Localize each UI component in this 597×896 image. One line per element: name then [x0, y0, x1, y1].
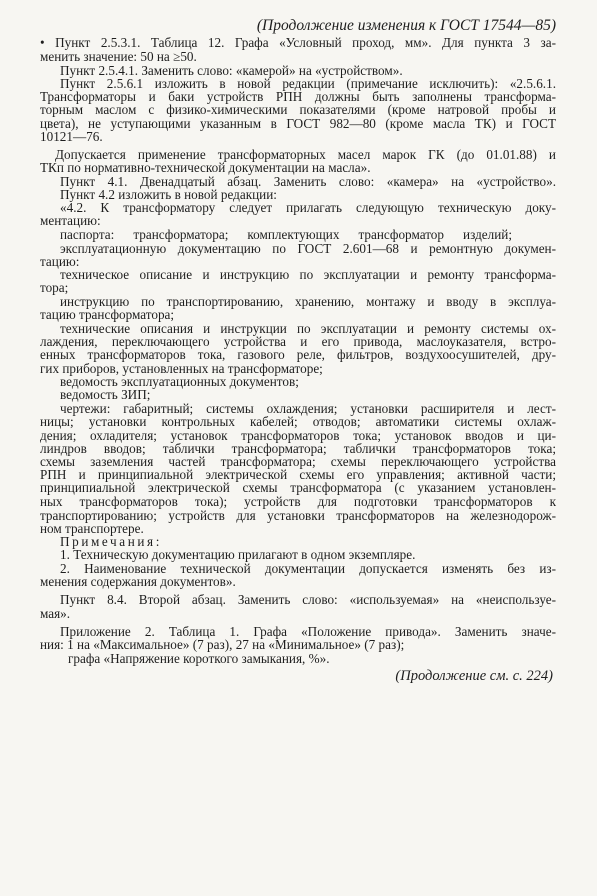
text-line: РПН и принципиальной электрической схемы его управления; активной части;	[40, 467, 556, 483]
text-line: Пункт 4.2 изложить в новой редакции:	[60, 186, 277, 202]
text-line: техническое описание и инструкцию по эксплуатации и ремонту трансформа-	[60, 267, 556, 283]
text-line: тора;	[40, 280, 69, 296]
text-line: торным маслом с физико-химическими показателями (кроме натровой пробы и	[40, 102, 556, 118]
text-line: тацию:	[40, 253, 80, 269]
text-line: гих приборов, установленных на трансформаторе;	[40, 360, 323, 376]
text-line: ных трансформаторов тока); устройств для подготовки трансформаторов к	[40, 493, 556, 509]
text-line: транспортированию; устройств для установки трансформаторов на железнодорож-	[40, 507, 556, 523]
text-line: ния: 1 на «Максимальное» (7 раз), 27 на «Минимальное» (7 раз);	[40, 637, 405, 653]
text-line: цвета), не уступающими указанным в ГОСТ 982—80 (кроме масла ТК) и ГОСТ	[40, 115, 556, 131]
text-line: лаждения, переключающего устройства и его привода, маслоуказателя, встро-	[40, 334, 556, 350]
text-line: технические описания и инструкции по эксплуатации и ремонту системы ох-	[60, 320, 556, 336]
notes-heading: Примечания:	[60, 534, 162, 550]
text-line: инструкцию по транспортированию, хранению, монтажу и вводу в эксплуа-	[60, 293, 556, 309]
text-line: «4.2. К трансформатору следует прилагать следующую техническую доку-	[60, 200, 556, 216]
text-line: ницы; установки контрольных кабелей; отводов; автоматики системы охлаж-	[40, 414, 556, 430]
text-line: ментацию:	[40, 213, 101, 229]
text-line: принципиальной электрической схемы трансформатора (с указанием установлен-	[40, 480, 556, 496]
text-line: Пункт 8.4. Второй абзац. Заменить слово: «используемая» на «неиспользуе-	[60, 592, 556, 608]
text-line: мая».	[40, 605, 71, 621]
text-line: ном транспортере.	[40, 521, 144, 536]
text-line: тацию трансформатора;	[40, 306, 175, 322]
text-line: Пункт 2.5.6.1 изложить в новой редакции (примечание исключить): «2.5.6.1.	[60, 75, 556, 91]
text-line: паспорта: трансформатора; комплектующих трансформатор изделий;	[60, 227, 512, 243]
text-line: ТКп по нормативно-технической документации на масла».	[40, 160, 371, 176]
text-line: графа «Напряжение короткого замыкания, %».	[68, 650, 330, 666]
text-line: дения; охладителя; установок трансформаторов тока; установок вводов и ци-	[40, 427, 556, 443]
continuation-header: (Продолжение изменения к ГОСТ 17544—85)	[256, 17, 556, 34]
text-line: эксплуатационную документацию по ГОСТ 2.601—68 и ремонтную докумен-	[60, 240, 556, 256]
text-line: Пункт 2.5.4.1. Заменить слово: «камерой» на «устройством».	[60, 62, 403, 78]
text-line: схемы заземления частей трансформатора; схемы переключающего устройства	[40, 454, 556, 469]
text-line: менения содержания документов».	[40, 573, 236, 589]
text-line: • Пункт 2.5.3.1. Таблица 12. Графа «Условный проход, мм». Для пункта 3 за-	[40, 35, 556, 51]
text-line: 1. Техническую документацию прилагают в одном экземпляре.	[60, 547, 416, 563]
continuation-footer: (Продолжение см. с. 224)	[395, 668, 553, 684]
text-line: Трансформаторы и баки устройств РПН должны быть заполнены трансформа-	[40, 89, 556, 104]
text-line: ведомость ЗИП;	[60, 387, 151, 402]
text-line: Допускается применение трансформаторных масел марок ГК (до 01.01.88) и	[55, 147, 556, 163]
text-line: линдров вводов; таблички трансформатора; таблички трансформаторов тока;	[40, 440, 556, 456]
text-line: менить значение: 50 на ≥50.	[40, 49, 197, 65]
text-line: Пункт 4.1. Двенадцатый абзац. Заменить слово: «камера» на «устройство».	[60, 173, 556, 189]
text-line: енных трансформаторов тока, газового реле, фильтров, воздухоосушителей, дру-	[40, 347, 556, 363]
text-line: 10121—76.	[40, 128, 103, 144]
text-line: Приложение 2. Таблица 1. Графа «Положение привода». Заменить значе-	[60, 624, 556, 640]
text-line: 2. Наименование технической документации допускается изменять без из-	[60, 560, 556, 576]
text-line: чертежи: габаритный; системы охлаждения; установки расширителя и лест-	[60, 401, 556, 417]
text-line: ведомость эксплуатационных документов;	[60, 373, 299, 389]
